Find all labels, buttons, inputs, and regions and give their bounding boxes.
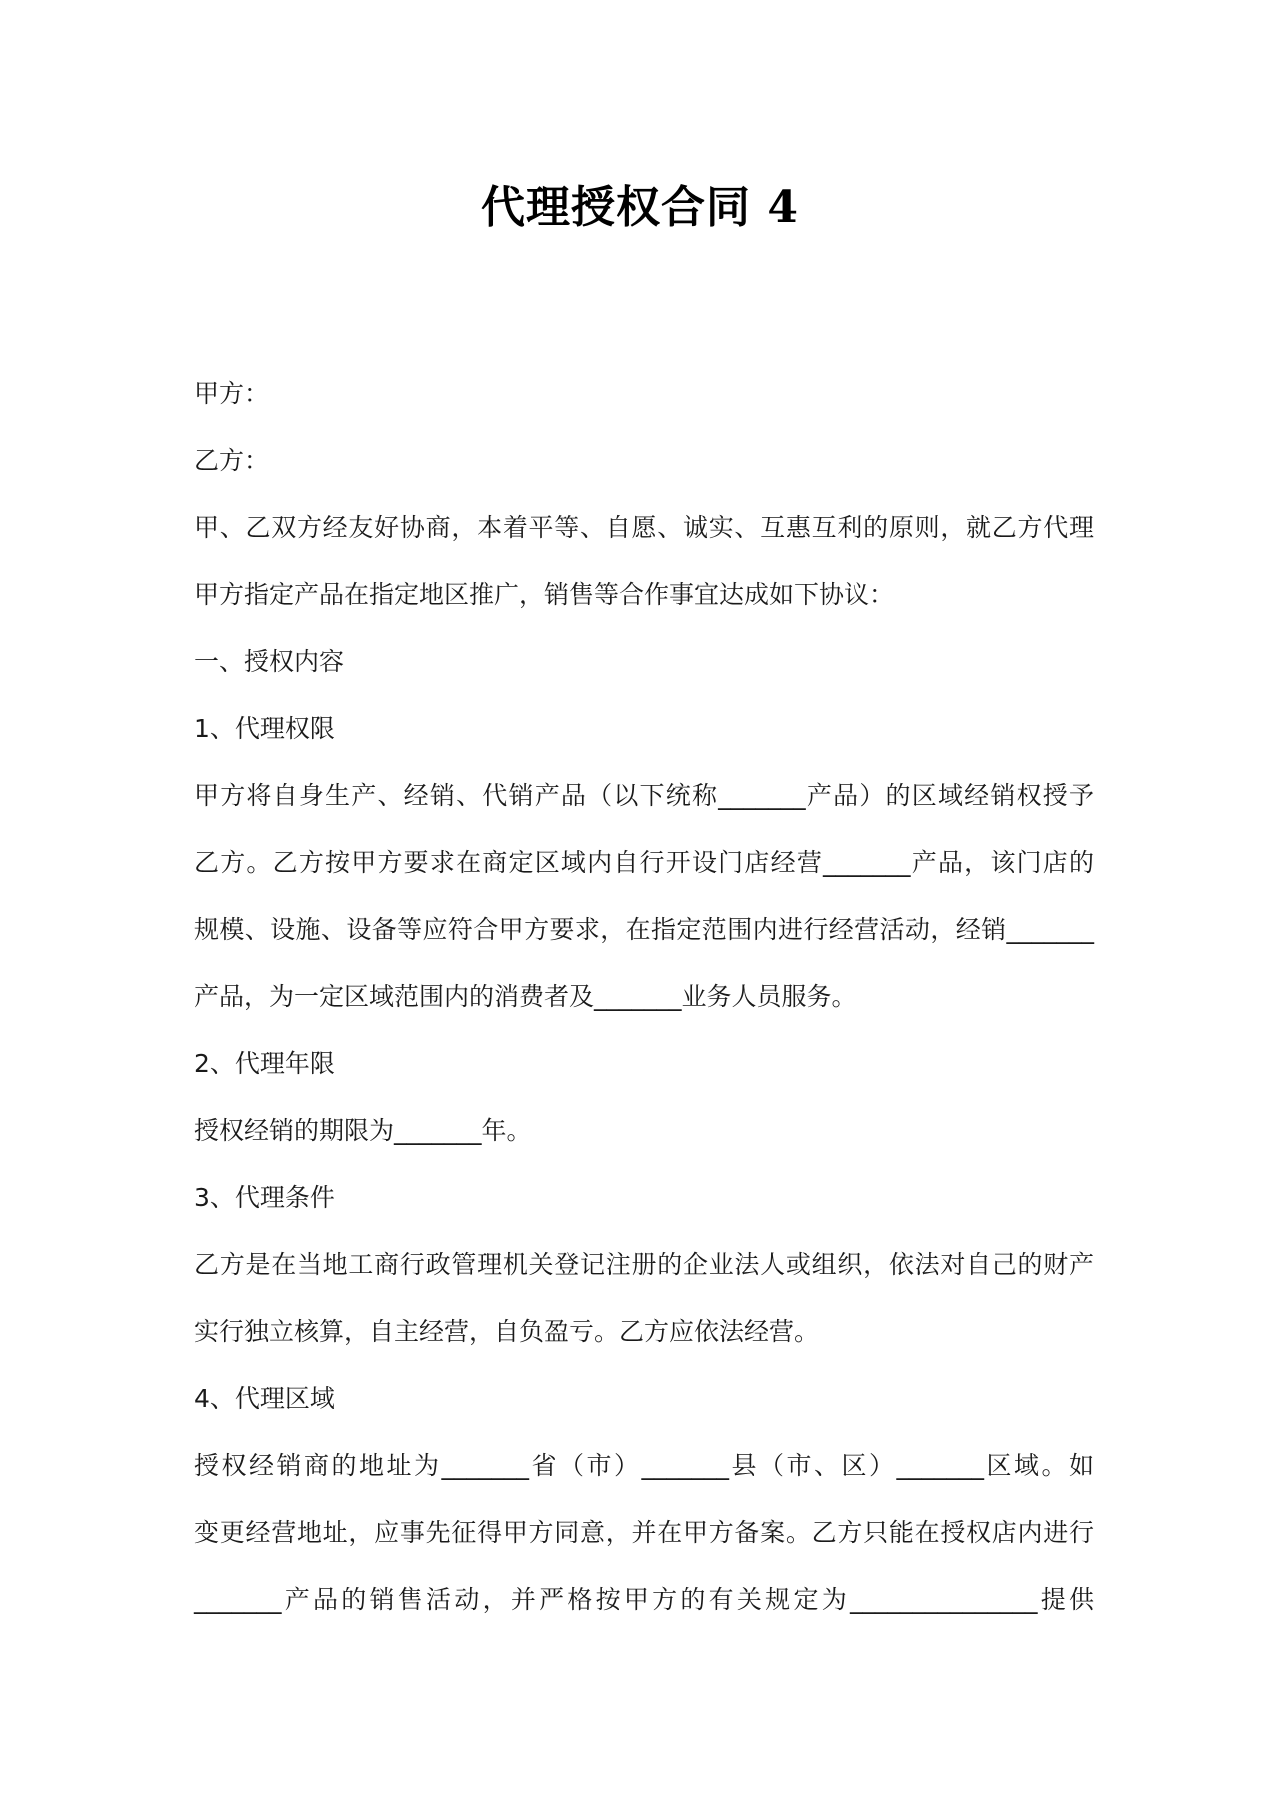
preamble-line-2: 甲方指定产品在指定地区推广，销售等合作事宜达成如下协议： [194, 580, 895, 609]
document-title: 代理授权合同 4 [481, 182, 799, 233]
agency-scope-line-3: 规模、设施、设备等应符合甲方要求，在指定范围内进行经营活动，经销_______ [194, 915, 1094, 944]
subsection-heading-agency-conditions: 3、代理条件 [194, 1183, 335, 1212]
subsection-heading-agency-term: 2、代理年限 [194, 1049, 335, 1078]
preamble-line-1: 甲、乙双方经友好协商，本着平等、自愿、诚实、互惠互利的原则，就乙方代理 [194, 513, 1094, 542]
agency-term-line: 授权经销的期限为_______年。 [194, 1116, 532, 1145]
party-b-line: 乙方： [194, 446, 270, 475]
subsection-heading-agency-scope: 1、代理权限 [194, 714, 335, 743]
document-body [194, 370, 1094, 1643]
subsection-heading-agency-region: 4、代理区域 [194, 1384, 335, 1413]
agency-scope-line-4: 产品，为一定区域范围内的消费者及_______业务人员服务。 [194, 982, 857, 1011]
section-heading-authorization: 一、授权内容 [194, 647, 345, 676]
agency-conditions-line-2: 实行独立核算，自主经营，自负盈亏。乙方应依法经营。 [194, 1317, 820, 1346]
agency-conditions-line-1: 乙方是在当地工商行政管理机关登记注册的企业法人或组织，依法对自己的财产 [194, 1250, 1094, 1279]
party-a-line: 甲方： [194, 379, 270, 408]
agency-scope-line-2: 乙方。乙方按甲方要求在商定区域内自行开设门店经营_______产品，该门店的 [194, 848, 1094, 877]
agency-region-line-3: _______产品的销售活动，并严格按甲方的有关规定为_______________提供 [194, 1585, 1094, 1614]
agency-region-line-2: 变更经营地址，应事先征得甲方同意，并在甲方备案。乙方只能在授权店内进行 [194, 1518, 1094, 1547]
agency-region-line-1: 授权经销商的地址为_______省（市）_______县（市、区）_______区域。如 [194, 1451, 1094, 1480]
agency-scope-line-1: 甲方将自身生产、经销、代销产品（以下统称_______产品）的区域经销权授予 [194, 781, 1094, 810]
